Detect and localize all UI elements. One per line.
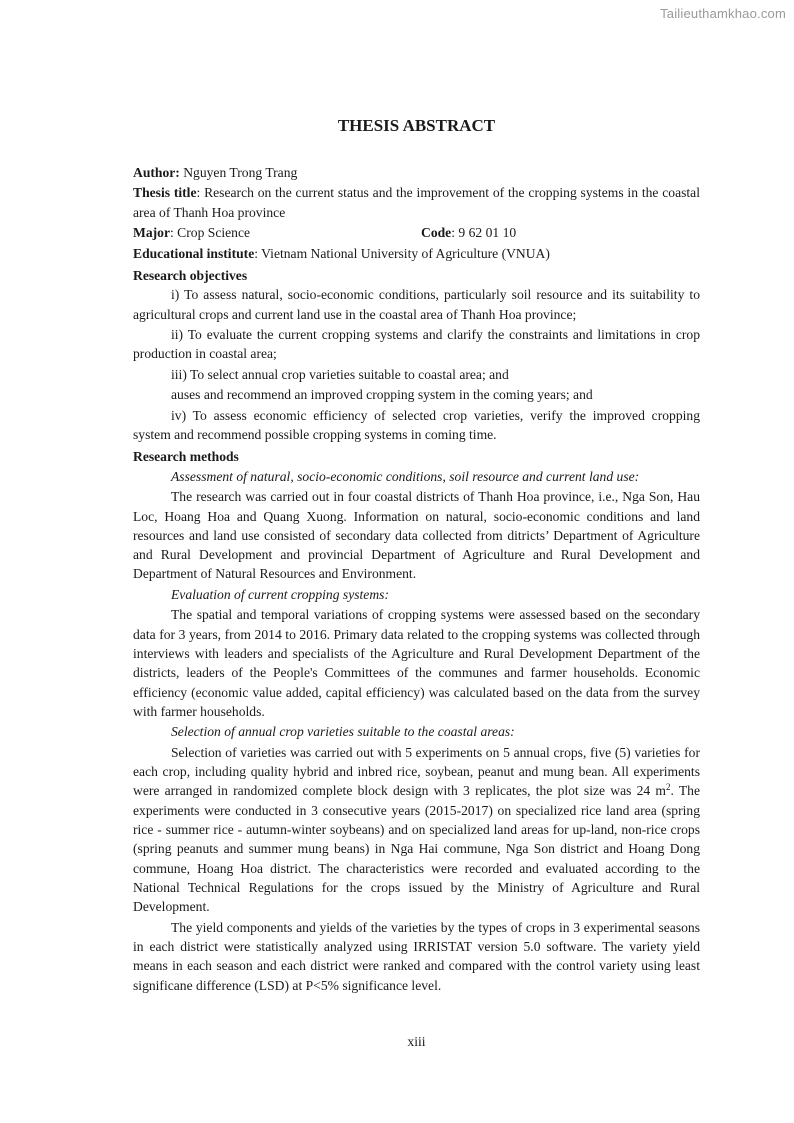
- methods-paragraph: The spatial and temporal variations of cropping systems were assessed based on the secondary data for 3 years, from 2014 to 2016. Primary data related to the cropping systems was collected through interviews with leaders and specialists of the Agriculture and Rural Development Department of the districts, leaders of the People's Committees of the communes and farmer households. Economic efficiency (economic value added, capital efficiency) was calculated based on the data from the survey with farmer households.: [133, 607, 700, 719]
- institute-value: : Vietnam National University of Agriculture (VNUA): [254, 245, 550, 261]
- author-line: [133, 163, 700, 182]
- page-title: THESIS ABSTRACT: [337, 116, 496, 135]
- author-label: Author:: [133, 165, 180, 180]
- code-label: Code: [421, 225, 452, 241]
- institute-label: Educational institute: [133, 245, 255, 261]
- code-value: : 9 62 01 10: [451, 225, 517, 241]
- major-code-line: [133, 223, 700, 242]
- thesis-title-label: Thesis title: [133, 185, 197, 201]
- watermark: Tailieuthamkhao.com: [660, 6, 786, 21]
- objective-item: ii) To evaluate the current cropping systems and clarify the constraints and limitations in crop production in coastal area;: [133, 327, 700, 362]
- objectives-heading: Research objectives: [133, 268, 248, 284]
- methods-subheading-assessment: Assessment of natural, socio-economic conditions, soil resource and current land use:: [171, 468, 640, 484]
- objective-item: auses and recommend an improved cropping system in the coming years; and: [171, 387, 593, 403]
- major-field: [133, 223, 421, 242]
- thesis-title-value: : Research on the current status and the improvement of the cropping systems in the coastal area of Thanh Hoa province: [133, 185, 700, 220]
- major-value: : Crop Science: [170, 225, 251, 241]
- methods-paragraph: The yield components and yields of the varieties by the types of crops in 3 experimental seasons in each district were statistically analyzed using IRRISTAT version 5.0 software. The variety yield means in each season and each district were ranked and compared with the control variety using least significane difference (LSD) at P<5% significance level.: [133, 919, 700, 993]
- author-value: Nguyen Trong Trang: [179, 165, 298, 180]
- superscript: 2: [666, 782, 671, 793]
- methods-paragraph: The research was carried out in four coastal districts of Thanh Hoa province, i.e., Nga Son, Hau Loc, Hoang Hoa and Quang Xuong. Information on natural, socio-economic conditions and land resources and land use consisted of secondary data collected from ditricts’ Department of Agriculture and Rural Development and provincial Department of Agriculture and Rural Development and Department of Natural Resources and Environment.: [133, 489, 700, 582]
- page-number: xiii: [407, 1034, 426, 1049]
- document-body: [133, 163, 700, 996]
- methods-subheading-selection: Selection of annual crop varieties suitable to the coastal areas:: [171, 724, 515, 740]
- objective-item: iv) To assess economic efficiency of selected crop varieties, verify the improved cropping system and recommend possible cropping systems in coming time.: [133, 407, 700, 443]
- methods-paragraph: [133, 743, 700, 917]
- methods-paragraph-part: Selection of varieties was carried out with 5 experiments on 5 annual crops, five (5) varieties for each crop, including quality hybrid and inbred rice, soybean, peanut and mung bean. All experiments were arranged in randomized complete block design with 3 replicates, the plot size was 24 m: [133, 744, 700, 799]
- code-field: [421, 223, 516, 242]
- objective-item: i) To assess natural, socio-economic conditions, particularly soil resource and its suitability to agricultural crops and current land use in the coastal area of Thanh Hoa province;: [133, 287, 700, 322]
- major-label: Major: [133, 225, 170, 241]
- thesis-title-line: [133, 183, 700, 222]
- methods-heading: Research methods: [133, 449, 239, 465]
- methods-paragraph-part: . The experiments were conducted in 3 consecutive years (2015-2017) on specialized rice land area (spring rice - summer rice - autumn-winter soybeans) and on specialized land areas for up-land, non-rice crops (spring peanuts and summer mung beans) in Nga Hai commune, Nga Son district and Hoang Dong commune, Hoang Hoa district. The characteristics were recorded and evaluated according to the National Technical Regulations for the crops issued by the Ministry of Agriculture and Rural Development.: [133, 783, 700, 915]
- objective-item: iii) To select annual crop varieties suitable to coastal area; and: [171, 366, 509, 382]
- methods-subheading-evaluation: Evaluation of current cropping systems:: [171, 586, 389, 602]
- institute-line: [133, 244, 700, 263]
